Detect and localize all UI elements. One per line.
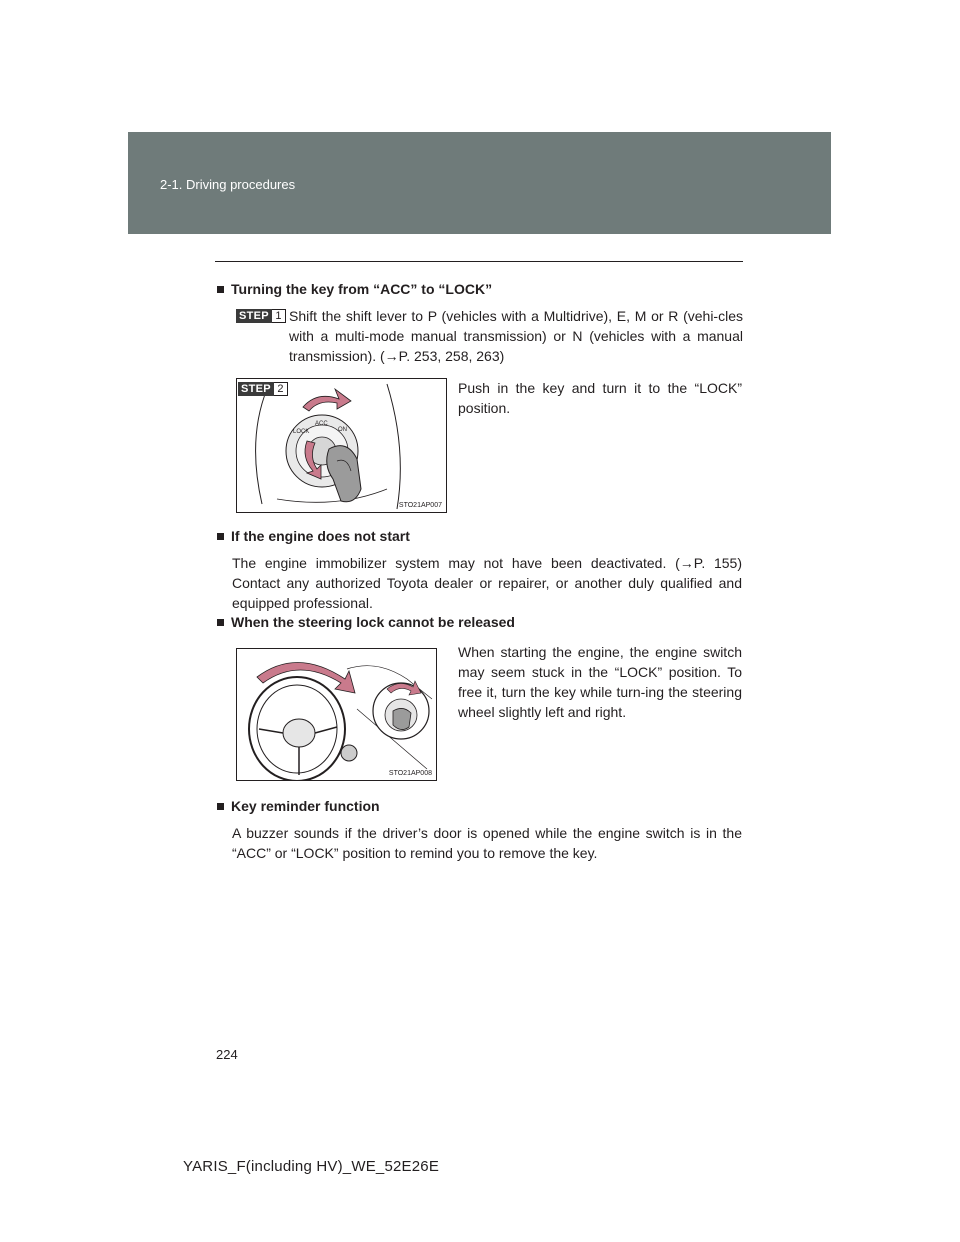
header-band xyxy=(128,132,831,234)
figure-code: STO21AP008 xyxy=(388,770,432,777)
step-number: 1 xyxy=(272,309,286,323)
step-number: 2 xyxy=(274,382,288,396)
steering-wheel-figure xyxy=(236,648,437,781)
step-2-badge xyxy=(238,382,288,396)
steering-lock-text: When starting the engine, the engine switch may seem stuck in the “LOCK” position. To free it, turn the key while turn-ing the steering wheel slightly left and right. xyxy=(458,644,742,720)
step-1-badge xyxy=(236,309,286,323)
heading-text: Key reminder function xyxy=(231,798,380,814)
rotate-arrow-icon xyxy=(303,389,351,411)
heading-engine-not-start xyxy=(217,528,410,544)
heading-text: If the engine does not start xyxy=(231,528,410,544)
page-number: 224 xyxy=(216,1047,238,1062)
lock-position-label: LOCK xyxy=(293,429,310,435)
figure-code: STO21AP007 xyxy=(398,502,442,509)
heading-steering-lock xyxy=(217,614,515,630)
ignition-key-figure xyxy=(236,378,447,513)
key-icon xyxy=(393,708,411,729)
square-bullet-icon xyxy=(217,803,224,810)
acc-position-label: ACC xyxy=(315,421,328,427)
steering-lock-illustration xyxy=(237,649,436,780)
key-reminder-text: A buzzer sounds if the driver’s door is opened while the engine switch is in the “ACC” or “LOCK” position to remind you to remove the key. xyxy=(232,825,742,861)
footer-document-code: YARIS_F(including HV)_WE_52E26E xyxy=(183,1158,440,1175)
heading-text: When the steering lock cannot be released xyxy=(231,614,515,630)
square-bullet-icon xyxy=(217,533,224,540)
step-label: STEP xyxy=(238,382,274,396)
step-label: STEP xyxy=(236,309,272,323)
step-2-text: Push in the key and turn it to the “LOCK” position. xyxy=(458,380,742,416)
ignition-switch-illustration xyxy=(237,379,446,512)
on-position-label: ON xyxy=(338,427,347,433)
section-label: 2-1. Driving procedures xyxy=(160,177,296,192)
heading-turning-key xyxy=(217,281,492,297)
heading-text: Turning the key from “ACC” to “LOCK” xyxy=(231,281,493,297)
heading-key-reminder xyxy=(217,798,380,814)
step-1-text: Shift the shift lever to P (vehicles with a Multidrive), E, M or R (vehi-cles with a multi-mode manual transmission) or N (vehicles with a manual transmission). (→P. 253, 258, 263) xyxy=(289,308,743,364)
square-bullet-icon xyxy=(217,619,224,626)
square-bullet-icon xyxy=(217,286,224,293)
engine-not-start-text: The engine immobilizer system may not have been deactivated. (→P. 155) Contact any authorized Toyota dealer or repairer, or another duly qualified and equipped professional. xyxy=(232,555,742,611)
section-divider xyxy=(215,261,743,262)
